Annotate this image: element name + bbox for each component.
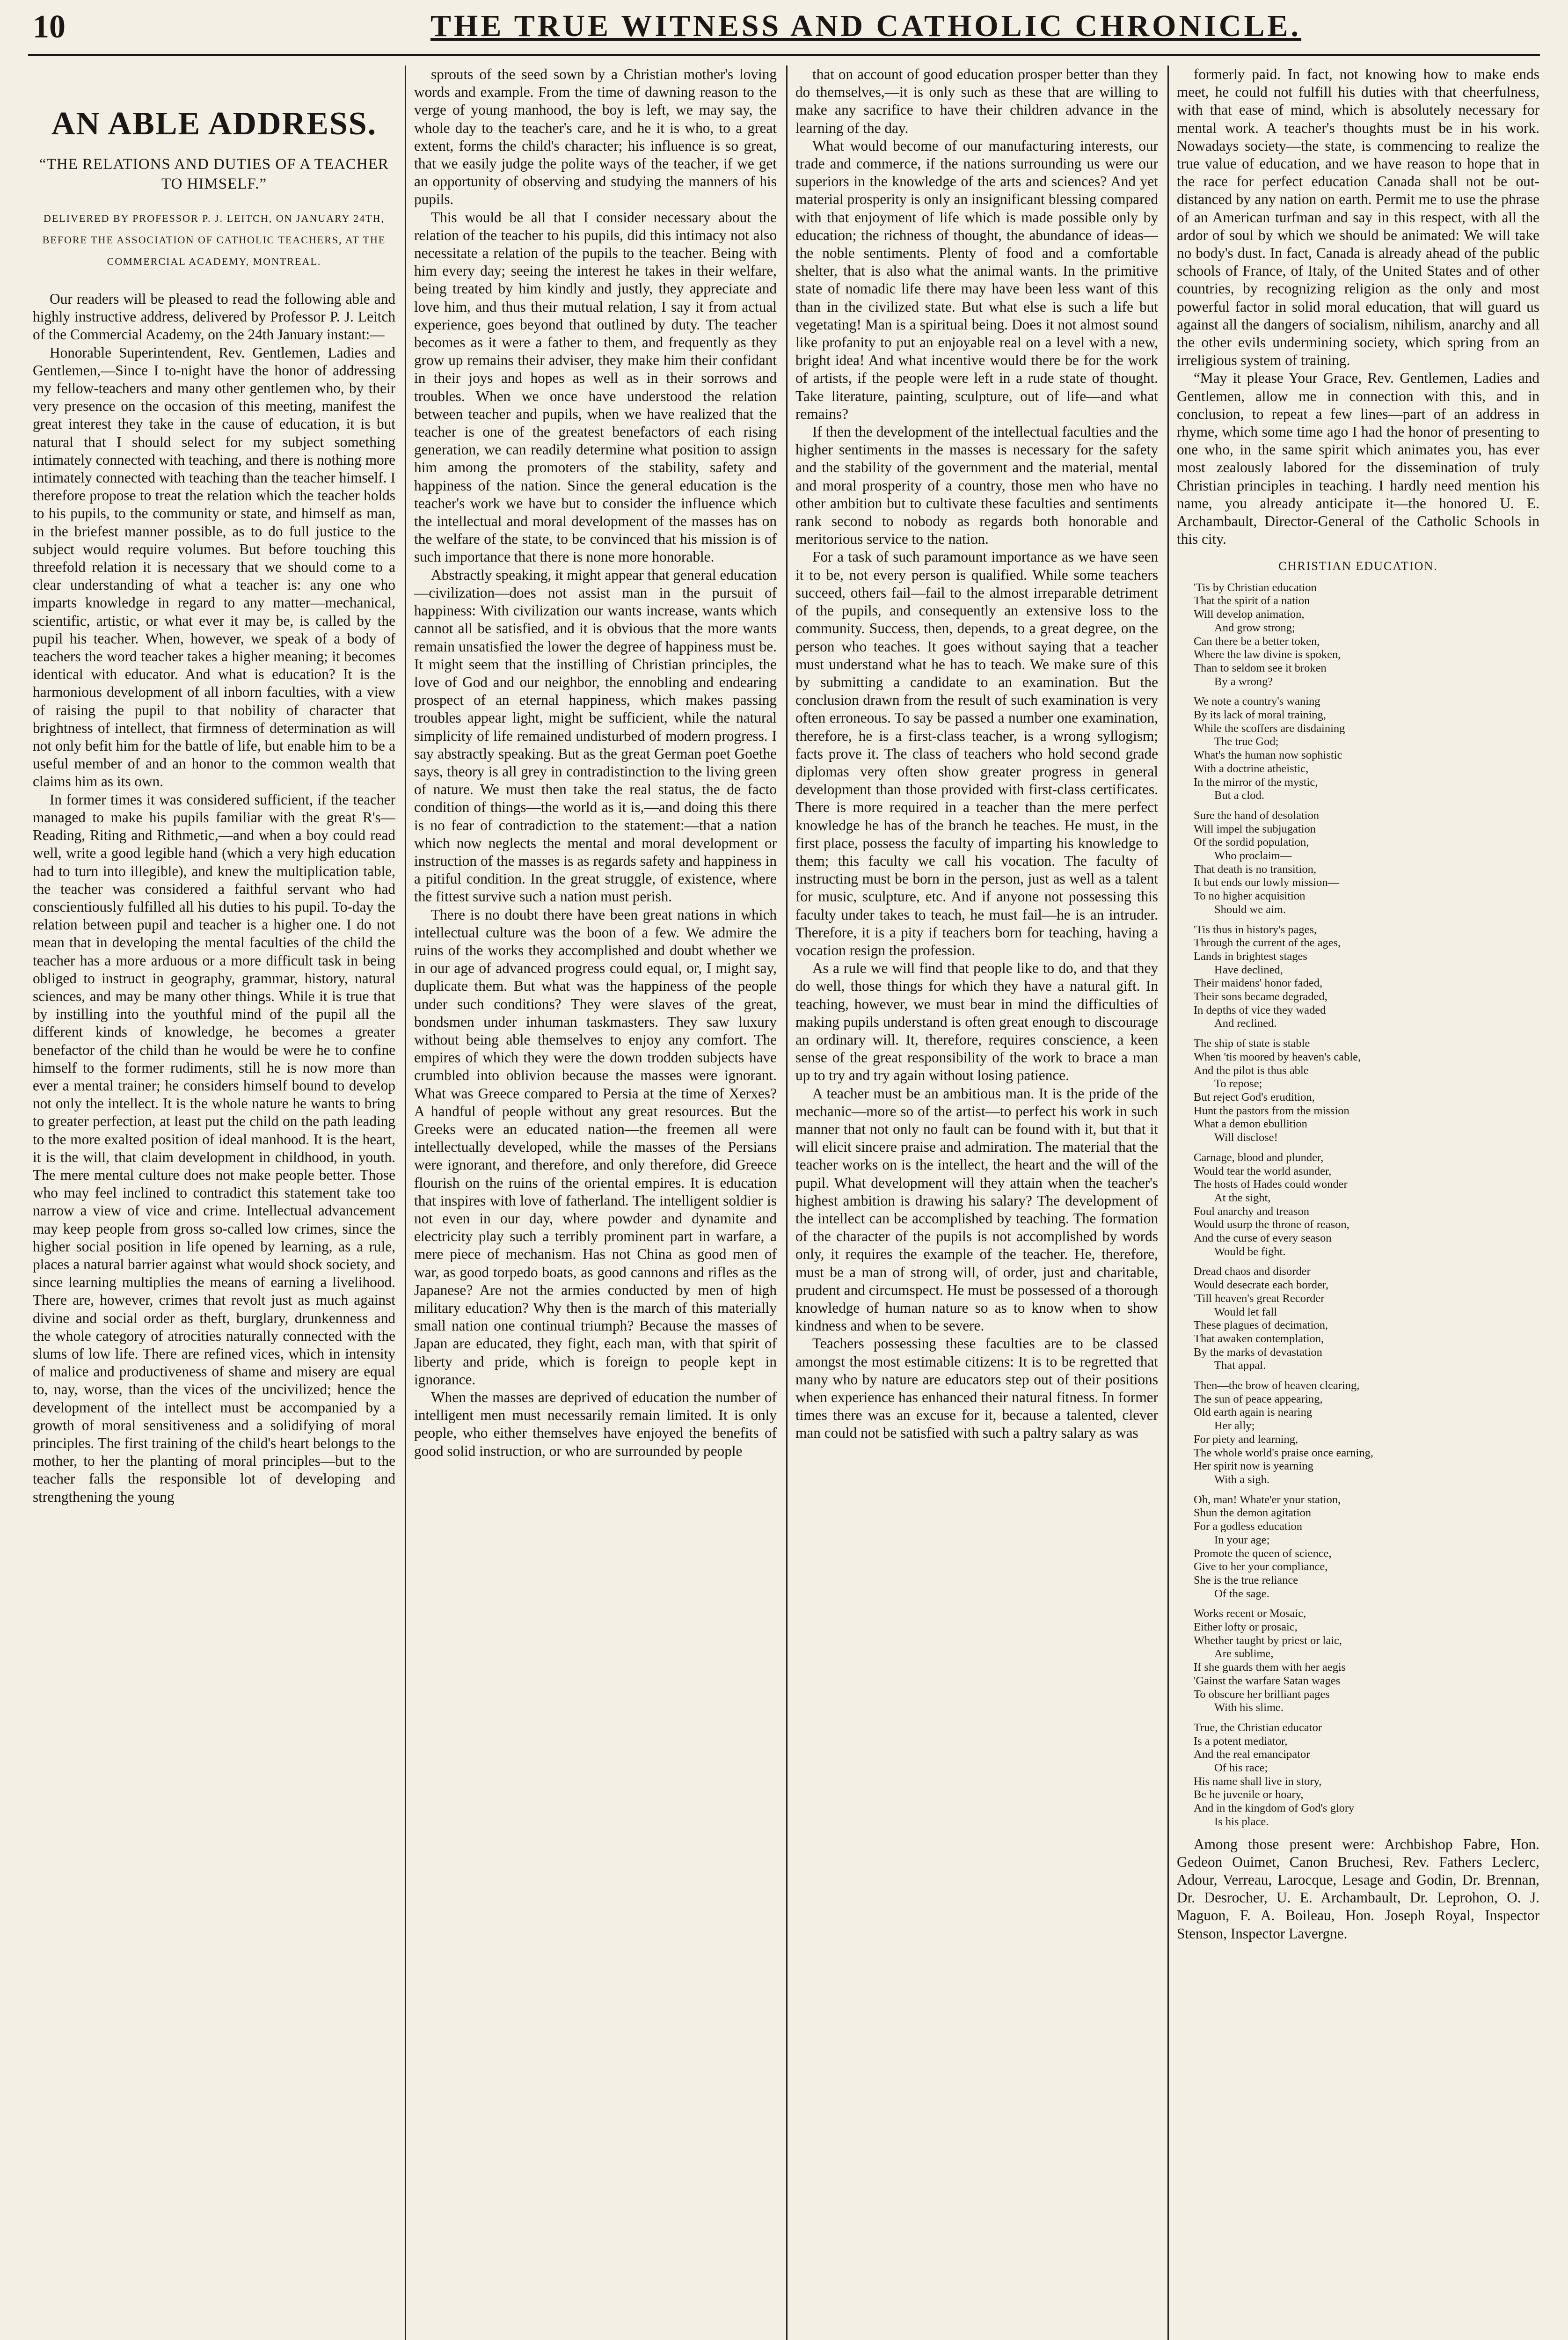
poem-line: Her spirit now is yearning	[1194, 1460, 1313, 1473]
column-4	[1177, 66, 1539, 2340]
poem-line: But reject God's erudition,	[1194, 1091, 1315, 1104]
paragraph: For a task of such paramount importance as we have seen it to be, not every person is qualified. While some teachers succeed, others fail—fail to the almost irreparable detriment of the pupils, and consequently an extensive loss to the community. Success, then, depends, to a great degree, on the person who teaches. It goes without saying that a teacher must understand what he has to teach. We make sure of this by submitting a candidate to an examination. But the conclusion drawn from the result of such examination is very often erroneous. To say be passed a number one examination, therefore, he is a first-class teacher, is a wrong syllogism; facts prove it. The class of teachers who hold second grade diplomas very often show greater progress in general development than those provided with first-class certificates. There is more required in a teacher than the mere perfect knowledge he has of the branch he teaches. He must, in the first place, possess the faculty of imparting his knowledge to them; this faculty we call his vocation. The faculty of instructing must be born in the person, just as well as a talent for music, sculpture, etc. And if anyone not possessing this faculty under takes to teach, he must fail—he is an intruder. Therefore, it is a pity if teachers born for teaching, having a vocation resign the profession.	[795, 548, 1158, 958]
column-3-body	[795, 66, 1158, 1442]
paragraph: If then the development of the intellectual faculties and the higher sentiments in the masses is necessary for the safety and the stability of the government and the material, mental and moral prosperity of a country, those men who have no other ambition but to cultivate these faculties and sentiments rank second to nobody as regards both honorable and meritorious service to the nation.	[795, 424, 1158, 548]
poem-line: Can there be a better token,	[1194, 635, 1320, 648]
poem-line: Shun the demon agitation	[1194, 1506, 1312, 1520]
poem-line: Have declined,	[1214, 963, 1283, 976]
poem-line: When 'tis moored by heaven's cable,	[1194, 1050, 1361, 1063]
poem-stanza	[1194, 1607, 1539, 1715]
poem-line: To no higher acquisition	[1194, 890, 1305, 903]
poem-line: The true God;	[1214, 735, 1279, 748]
poem-line: Be he juvenile or hoary,	[1194, 1788, 1304, 1801]
poem-line: Hunt the pastors from the mission	[1194, 1104, 1349, 1117]
poem-line: Will develop animation,	[1194, 608, 1305, 621]
paragraph: Our readers will be pleased to read the following able and highly instructive address, delivered by Professor P. J. Leitch of the Commercial Academy, on the 24th January instant:—	[33, 291, 395, 343]
column-4-body	[1177, 66, 1539, 548]
poem-line: Her ally;	[1214, 1419, 1255, 1433]
closing-paragraph: Among those present were: Archbishop Fabre, Hon. Gedeon Ouimet, Canon Bruchesi, Rev. Fathers Leclerc, Adour, Verreau, Larocque, Lesage and Godin, Dr. Brennan, Dr. Desrocher, U. E. Archambault, Dr. Leprohon, O. J. Maguon, F. A. Boileau, Hon. Joseph Royal, Inspector Stenson, Inspector Lavergne.	[1177, 1835, 1539, 1942]
poem-title: CHRISTIAN EDUCATION.	[1278, 559, 1438, 573]
paragraph: In former times it was considered sufficient, if the teacher managed to make his pupils familiar with the great R's—Reading, Riting and Rithmetic,—and when a boy could read well, write a good legible hand (which a very high education had to turn into illegible), and knew the multiplication table, the teacher was considered a faithful servant who had conscientiously fulfilled all his duties to his pupil. To-day the relation between pupil and teacher is a higher one. I do not mean that in developing the mental faculties of the child the teacher has a more arduous or a more difficult task in being obliged to instruct in geography, grammar, history, natural sciences, and may be many other things. While it is true that by instilling into the youthful mind of the pupil all the different kinds of knowledge, he becomes a greater benefactor of the child than he would be were he to confine himself to the former rudiments, still he is now more than ever a mental trainer; he considers himself bound to develop not only the intellect. It is the whole nature he wants to bring to greater perfection, at least put the child on the path leading to the more exalted position of ideal manhood. It is the heart, it is the will, that claim development in childhood, in youth. The mere mental culture does not make people better. Those who may feel inclined to contradict this statement take too narrow a view of vice and crime. Intellectual advancement may keep people from gross so-called low crimes, since the higher social position in life opened by learning, as a rule, places a natural barrier against what would shock society, and since learning multiplies the means of earning a livelihood. There are, however, crimes that revolt just as much against divine and social order as theft, burglary, drunkenness and the whole category of atrocities naturally connected with the slums of low life. There are refined vices, which in intensity of malice and productiveness of shame and misery are equal to, nay, worse, than the vices of the uncivilized; hence the development of the intellect must be accompanied by a growth of moral sensitiveness and a solidifying of moral principles. The first training of the child's heart belongs to the mother, to her the planting of moral principles—but to the teacher falls the responsible lot of developing and strengthening the young	[33, 791, 395, 1505]
page-number: 10	[33, 9, 66, 45]
poem-line: And in the kingdom of God's glory	[1194, 1802, 1355, 1815]
header-rule	[28, 54, 1540, 56]
poem-line: And the curse of every season	[1194, 1232, 1332, 1245]
poem-line: Will disclose!	[1214, 1131, 1278, 1144]
poem-line: Carnage, blood and plunder,	[1194, 1151, 1324, 1164]
paragraph: What would become of our manufacturing interests, our trade and commerce, if the nations surrounding us were our superiors in the knowledge of the arts and sciences? And yet material prosperity is only an insignificant blessing compared with that enjoyment of life which is made possible only by education; the richness of thought, the abundance of ideas—the noble sentiments. Plenty of food and a comfortable shelter, that is also what the animal wants. In the primitive state of nomadic life there may have been less want of this than in the civilized state. But what else is such a life but vegetating! Man is a spiritual being. Does it not almost sound like profanity to put an enjoyable real on a level with a new, bright idea! And what incentive would there be for the work of artists, if the people were left in a rude state of thought. Take literature, painting, sculpture, out of life—and what remains?	[795, 137, 1158, 422]
paragraph: Abstractly speaking, it might appear that general education—civilization—does not assist man in the pursuit of happiness: With civilization our wants increase, wants which cannot all be satisfied, and it is obvious that the more wants remain unsatisfied the lower the degree of happiness must be. It might seem that the instilling of Christian principles, the love of God and our neighbor, the ennobling and endearing prospect of an eternal happiness, which makes passing troubles appear light, might be sufficient, while the natural simplicity of life remained undisturbed of modern progress. I say abstractly speaking. But as the great German poet Goethe says, theory is all grey in contradistinction to the living green of nature. We must then take the real status, the de facto condition of things—the world as it is,—and doing this there is no fear of contradiction to the statement:—that a nation which now neglects the mental and moral development or instruction of the masses is as regards safety and happiness in a pitiful condition. In the great struggle, of existence, where the fittest survive such a nation must perish.	[414, 566, 777, 905]
paragraph: As a rule we will find that people like to do, and that they do well, those things for which they have a natural gift. In teaching, however, we must bear in mind the difficulties of making pupils understand is often great enough to discourage an ordinary will. It, therefore, requires conscience, a keen sense of the great responsibility of the work to brace a man up to try and try again without losing patience.	[795, 960, 1158, 1084]
column-2-body	[414, 66, 777, 1460]
poem-line: Of the sage.	[1214, 1587, 1269, 1600]
poem-line: Promote the queen of science,	[1194, 1547, 1332, 1560]
poem-line: Would let fall	[1214, 1305, 1277, 1318]
poem-line: Old earth again is nearing	[1194, 1406, 1313, 1419]
poem-line: That the spirit of a nation	[1194, 594, 1310, 607]
paragraph: When the masses are deprived of education the number of intelligent men must necessarily remain limited. It is only people, who either themselves have enjoyed the benefits of good solid instruction, or who are surrounded by people	[414, 1389, 777, 1459]
poem-line: Give to her your compliance,	[1194, 1560, 1328, 1573]
poem-line: 'Tis by Christian education	[1194, 581, 1317, 594]
article-byline: DELIVERED BY PROFESSOR P. J. LEITCH, ON JANUARY 24TH, BEFORE THE ASSOCIATION OF CATHOLIC TEACHERS, AT THE COMMERCIAL ACADEMY, MONTREAL.	[42, 212, 386, 267]
poem-line: Would usurp the throne of reason,	[1194, 1218, 1349, 1231]
poem-line: Foul anarchy and treason	[1194, 1205, 1309, 1218]
poem-line: To obscure her brilliant pages	[1194, 1688, 1330, 1701]
poem-line: True, the Christian educator	[1194, 1721, 1322, 1734]
poem-line: Sure the hand of desolation	[1194, 809, 1320, 822]
poem-line: Their sons became degraded,	[1194, 990, 1327, 1003]
poem-line: Will impel the subjugation	[1194, 822, 1316, 835]
poem-line: Of the sordid population,	[1194, 836, 1309, 849]
poem	[1177, 581, 1539, 1829]
poem-stanza	[1194, 1151, 1539, 1259]
poem-line: In your age;	[1214, 1533, 1270, 1546]
poem-line: While the scoffers are disdaining	[1194, 722, 1345, 735]
poem-line: That death is no transition,	[1194, 863, 1316, 876]
poem-line: She is the true reliance	[1194, 1573, 1298, 1587]
poem-line: Oh, man! Whate'er your station,	[1194, 1493, 1341, 1506]
poem-line: Is a potent mediator,	[1194, 1734, 1288, 1748]
column-divider	[405, 66, 406, 2340]
paragraph: A teacher must be an ambitious man. It is the pride of the mechanic—more so of the artist—to perfect his work in such manner that not only no fault can be found with it, but that it will elicit sincere praise and admiration. The material that the teacher works on is the intellect, the heart and the will of the pupil. What development will they attain when the teacher's highest ambition is drawing his salary? The development of the intellect can be accomplished by teaching. The formation of the character of the pupils is not accomplished by words only, it requires the example of the teacher. He, therefore, must be a man of strong will, of order, just and charitable, prudent and circumspect. He must be possessed of a thorough knowledge of human nature so as to know when to show kindness and when to be severe.	[795, 1085, 1158, 1334]
poem-line: Whether taught by priest or laic,	[1194, 1634, 1342, 1647]
poem-stanza	[1194, 1721, 1539, 1829]
paragraph: This would be all that I consider necessary about the relation of the teacher to his pupils, did this intimacy not also necessitate a relation of the pupils to the teacher. Being with him every day; seeing the interest he takes in their welfare, being treated by him kindly and justly, they appreciate and love him, and thus their mutual relation, I say it from actual experience, goes beyond that outlined by duty. The teacher becomes as it were a father to them, and frequently as they grow up remains their adviser, they make him their confidant in their joys and hopes as well as in their sorrows and troubles. When we once have understood the relation between teacher and pupils, when we have realized that the teacher is one of the greatest benefactors of each rising generation, we can readily determine what position to assign him among the promoters of the stability, safety and happiness of the nation. Since the general education is the teacher's work we have but to consider the influence which the intellectual and moral development of the masses has on the welfare of the state, to be convinced that his mission is of such importance that there is none more honorable.	[414, 209, 777, 565]
paragraph: that on account of good education prosper better than they do themselves,—it is only such as these that are willing to make any sacrifice to have their children advance in the learning of the day.	[795, 66, 1158, 136]
poem-line: By a wrong?	[1214, 675, 1273, 688]
poem-line: Who proclaim—	[1214, 849, 1292, 863]
poem-line: Then—the brow of heaven clearing,	[1194, 1379, 1360, 1392]
newspaper-title: THE TRUE WITNESS AND CATHOLIC CHRONICLE.	[430, 9, 1302, 43]
poem-stanza	[1194, 809, 1539, 917]
poem-line: But a clod.	[1214, 789, 1264, 802]
article-headline: AN ABLE ADDRESS.	[51, 106, 377, 142]
poem-stanza	[1194, 695, 1539, 803]
poem-line: Would desecrate each border,	[1194, 1279, 1329, 1292]
poem-line: And grow strong;	[1214, 621, 1295, 634]
poem-line: To repose;	[1214, 1077, 1262, 1090]
poem-line: In depths of vice they waded	[1194, 1003, 1326, 1016]
poem-line: And reclined.	[1214, 1017, 1277, 1030]
poem-stanza	[1194, 1379, 1539, 1487]
article-columns	[33, 66, 1539, 2340]
paragraph: sprouts of the seed sown by a Christian mother's loving words and example. From the time of dawning reason to the verge of young manhood, the boy is left, we may say, the whole day to the teacher's care, and he it is who, to a great extent, forms the child's character; his influence is so great, that we easily judge the polite ways of the teacher, if we get an opportunity of observing and studying the manners of his pupils.	[414, 66, 777, 208]
paragraph: Honorable Superintendent, Rev. Gentlemen, Ladies and Gentlemen,—Since I to-night have the honor of addressing my fellow-teachers and many other gentlemen who, by their very presence on the occasion of this meeting, manifest the great interest they take in the cause of education, it is but natural that I should select for my subject something intimately connected with teaching, and there is nothing more intimately connected with teaching than the teacher himself. I therefore propose to treat the relation which the teacher holds to his pupils, to the community or state, and himself as man, in the briefest manner possible, as to do full justice to the subject would require volumes. But before touching this threefold relation it is necessary that we should come to a clear understanding of what a teacher is: any one who imparts knowledge in regard to any matter—mechanical, scientific, artistic, or what ever it may be, is called by the pupil his teacher. When, however, we speak of a body of teachers the word teacher takes a higher meaning; it becomes identical with educator. And what is education? It is the harmonious development of all inborn faculties, with a view of raising the pupil to that nobility of character that brightness of intellect, that firmness of determination as will not only befit him for the battle of life, but enable him to be a useful member of and an honor to the common wealth that claims him as its own.	[33, 344, 395, 790]
poem-line: For a godless education	[1194, 1520, 1303, 1533]
poem-line: What a demon ebullition	[1194, 1118, 1307, 1131]
poem-line: We note a country's waning	[1194, 695, 1320, 708]
poem-line: That awaken contemplation,	[1194, 1332, 1324, 1345]
poem-line: Of his race;	[1214, 1762, 1268, 1775]
poem-line: Should we aim.	[1214, 903, 1286, 916]
paragraph: “May it please Your Grace, Rev. Gentlemen, Ladies and Gentlemen, allow me in connection with this, and in conclusion, to repeat a few lines—part of an address in rhyme, which some time ago I had the honor of presenting to one who, in the same spirit which animates you, has ever most zealously labored for the dissemination of truly Christian principles in teaching. I hardly need mention his name, you already anticipate it—the honored U. E. Archambault, Director-General of the Catholic Schools in this city.	[1177, 370, 1539, 548]
poem-line: And the pilot is thus able	[1194, 1064, 1309, 1077]
paragraph: There is no doubt there have been great nations in which intellectual culture was the boon of a few. We admire the ruins of the works they accomplished and doubt whether we in our age of advanced progress could equal, or, I might say, duplicate them. But what was the happiness of the people under such conditions? They were slaves of the great, bondsmen under inhuman taskmasters. They saw luxury without being able themselves to enjoy any comfort. The empires of which they were the down trodden subjects have crumbled into oblivion because the masses were ignorant. What was Greece compared to Persia at the time of Xerxes? A handful of people without any great resources. But the Greeks were an educated nation—the freemen all were intellectually developed, while the masses of the Persians were ignorant, and therefore, and only therefore, did Greece flourish on the ruins of the oriental empires. It is education that inspires with love of fatherland. The intelligent soldier is not even in our day, where powder and dynamite and electricity play such a terribly prominent part in warfare, a mere piece of mechanism. Has not China as good men of war, as good torpedo boats, as good cannons and rifles as the Japanese? Are not the armies conducted by men of high military education? Why then is the march of this materially small nation one continual triumph? Because the masses of Japan are educated, they fight, each man, with that spirit of liberty and pride, which is foreign to people kept in ignorance.	[414, 906, 777, 1388]
poem-line: Dread chaos and disorder	[1194, 1265, 1311, 1278]
paragraph: Teachers possessing these faculties are to be classed amongst the most estimable citizens: It is to be regretted that many who by nature are educators step out of their positions when experience has enhanced their natural fitness. In former times there was an excuse for it, because a talented, clever man could not be satisfied with such a paltry salary as was	[795, 1335, 1158, 1441]
poem-line: At the sight,	[1214, 1191, 1271, 1204]
poem-line: It but ends our lowly mission—	[1194, 876, 1340, 889]
poem-line: His name shall live in story,	[1194, 1775, 1322, 1788]
masthead	[0, 0, 1568, 51]
poem-line: Through the current of the ages,	[1194, 936, 1341, 950]
poem-line: Are sublime,	[1214, 1647, 1274, 1660]
poem-line: By its lack of moral training,	[1194, 709, 1327, 722]
poem-line: The ship of state is stable	[1194, 1037, 1310, 1050]
poem-stanza	[1194, 581, 1539, 689]
poem-line: Where the law divine is spoken,	[1194, 648, 1341, 661]
column-3	[795, 66, 1158, 2340]
column-divider	[786, 66, 788, 2340]
poem-line: Than to seldom see it broken	[1194, 661, 1327, 674]
poem-stanza	[1194, 1493, 1539, 1601]
poem-line: 'Gainst the warfare Satan wages	[1194, 1674, 1341, 1687]
poem-line: Would tear the world asunder,	[1194, 1164, 1332, 1177]
poem-line: What's the human now sophistic	[1194, 749, 1342, 762]
poem-line: The sun of peace appearing,	[1194, 1392, 1323, 1405]
poem-line: With a sigh.	[1214, 1473, 1270, 1486]
paragraph: formerly paid. In fact, not knowing how to make ends meet, he could not fulfill his duties with that cheerfulness, with that ease of mind, which is absolutely necessary for mental work. A teacher's thoughts must be in his work. Nowadays society—the state, is commencing to realize the true value of education, and we have reason to hope that in the race for perfect education Canada shall not be out-distanced by any nation on earth. Permit me to use the phrase of an American turfman and say in this respect, with all the ardor of soul by which we should be animated: We will take no body's dust. In fact, Canada is already ahead of the public schools of France, of Italy, of the United States and of other countries, by recognizing religion as the only and most powerful factor in solid moral education, that will guard us against all the dangers of socialism, nihilism, anarchy and all the other evils undermining society, which spring from an irreligious system of training.	[1177, 66, 1539, 369]
poem-line: Their maidens' honor faded,	[1194, 977, 1323, 990]
poem-line: The hosts of Hades could wonder	[1194, 1178, 1348, 1191]
poem-stanza	[1194, 1265, 1539, 1373]
poem-stanza	[1194, 923, 1539, 1031]
column-1	[33, 66, 395, 2340]
poem-line: With his slime.	[1214, 1701, 1284, 1714]
column-2	[414, 66, 777, 2340]
column-divider	[1167, 66, 1169, 2340]
poem-line: Either lofty or prosaic,	[1194, 1621, 1298, 1634]
poem-stanza	[1194, 1037, 1539, 1145]
poem-line: 'Tis thus in history's pages,	[1194, 923, 1317, 936]
poem-line: Works recent or Mosaic,	[1194, 1607, 1306, 1620]
poem-line: And the real emancipator	[1194, 1748, 1310, 1761]
poem-line: In the mirror of the mystic,	[1194, 775, 1318, 789]
poem-line: By the marks of devastation	[1194, 1346, 1322, 1359]
poem-line: Is his place.	[1214, 1815, 1269, 1828]
poem-line: Lands in brightest stages	[1194, 950, 1307, 963]
poem-line: With a doctrine atheistic,	[1194, 762, 1309, 775]
poem-line: Would be fight.	[1214, 1245, 1286, 1258]
poem-line: That appal.	[1214, 1359, 1266, 1372]
poem-line: If she guards them with her aegis	[1194, 1661, 1346, 1674]
poem-line: The whole world's praise once earning,	[1194, 1446, 1374, 1459]
poem-line: 'Till heaven's great Recorder	[1194, 1292, 1325, 1305]
poem-line: These plagues of decimation,	[1194, 1319, 1328, 1332]
poem-line: For piety and learning,	[1194, 1433, 1298, 1446]
article-subhead: “THE RELATIONS AND DUTIES OF A TEACHER TO HIMSELF.”	[39, 156, 389, 192]
column-1-body	[33, 290, 395, 1506]
